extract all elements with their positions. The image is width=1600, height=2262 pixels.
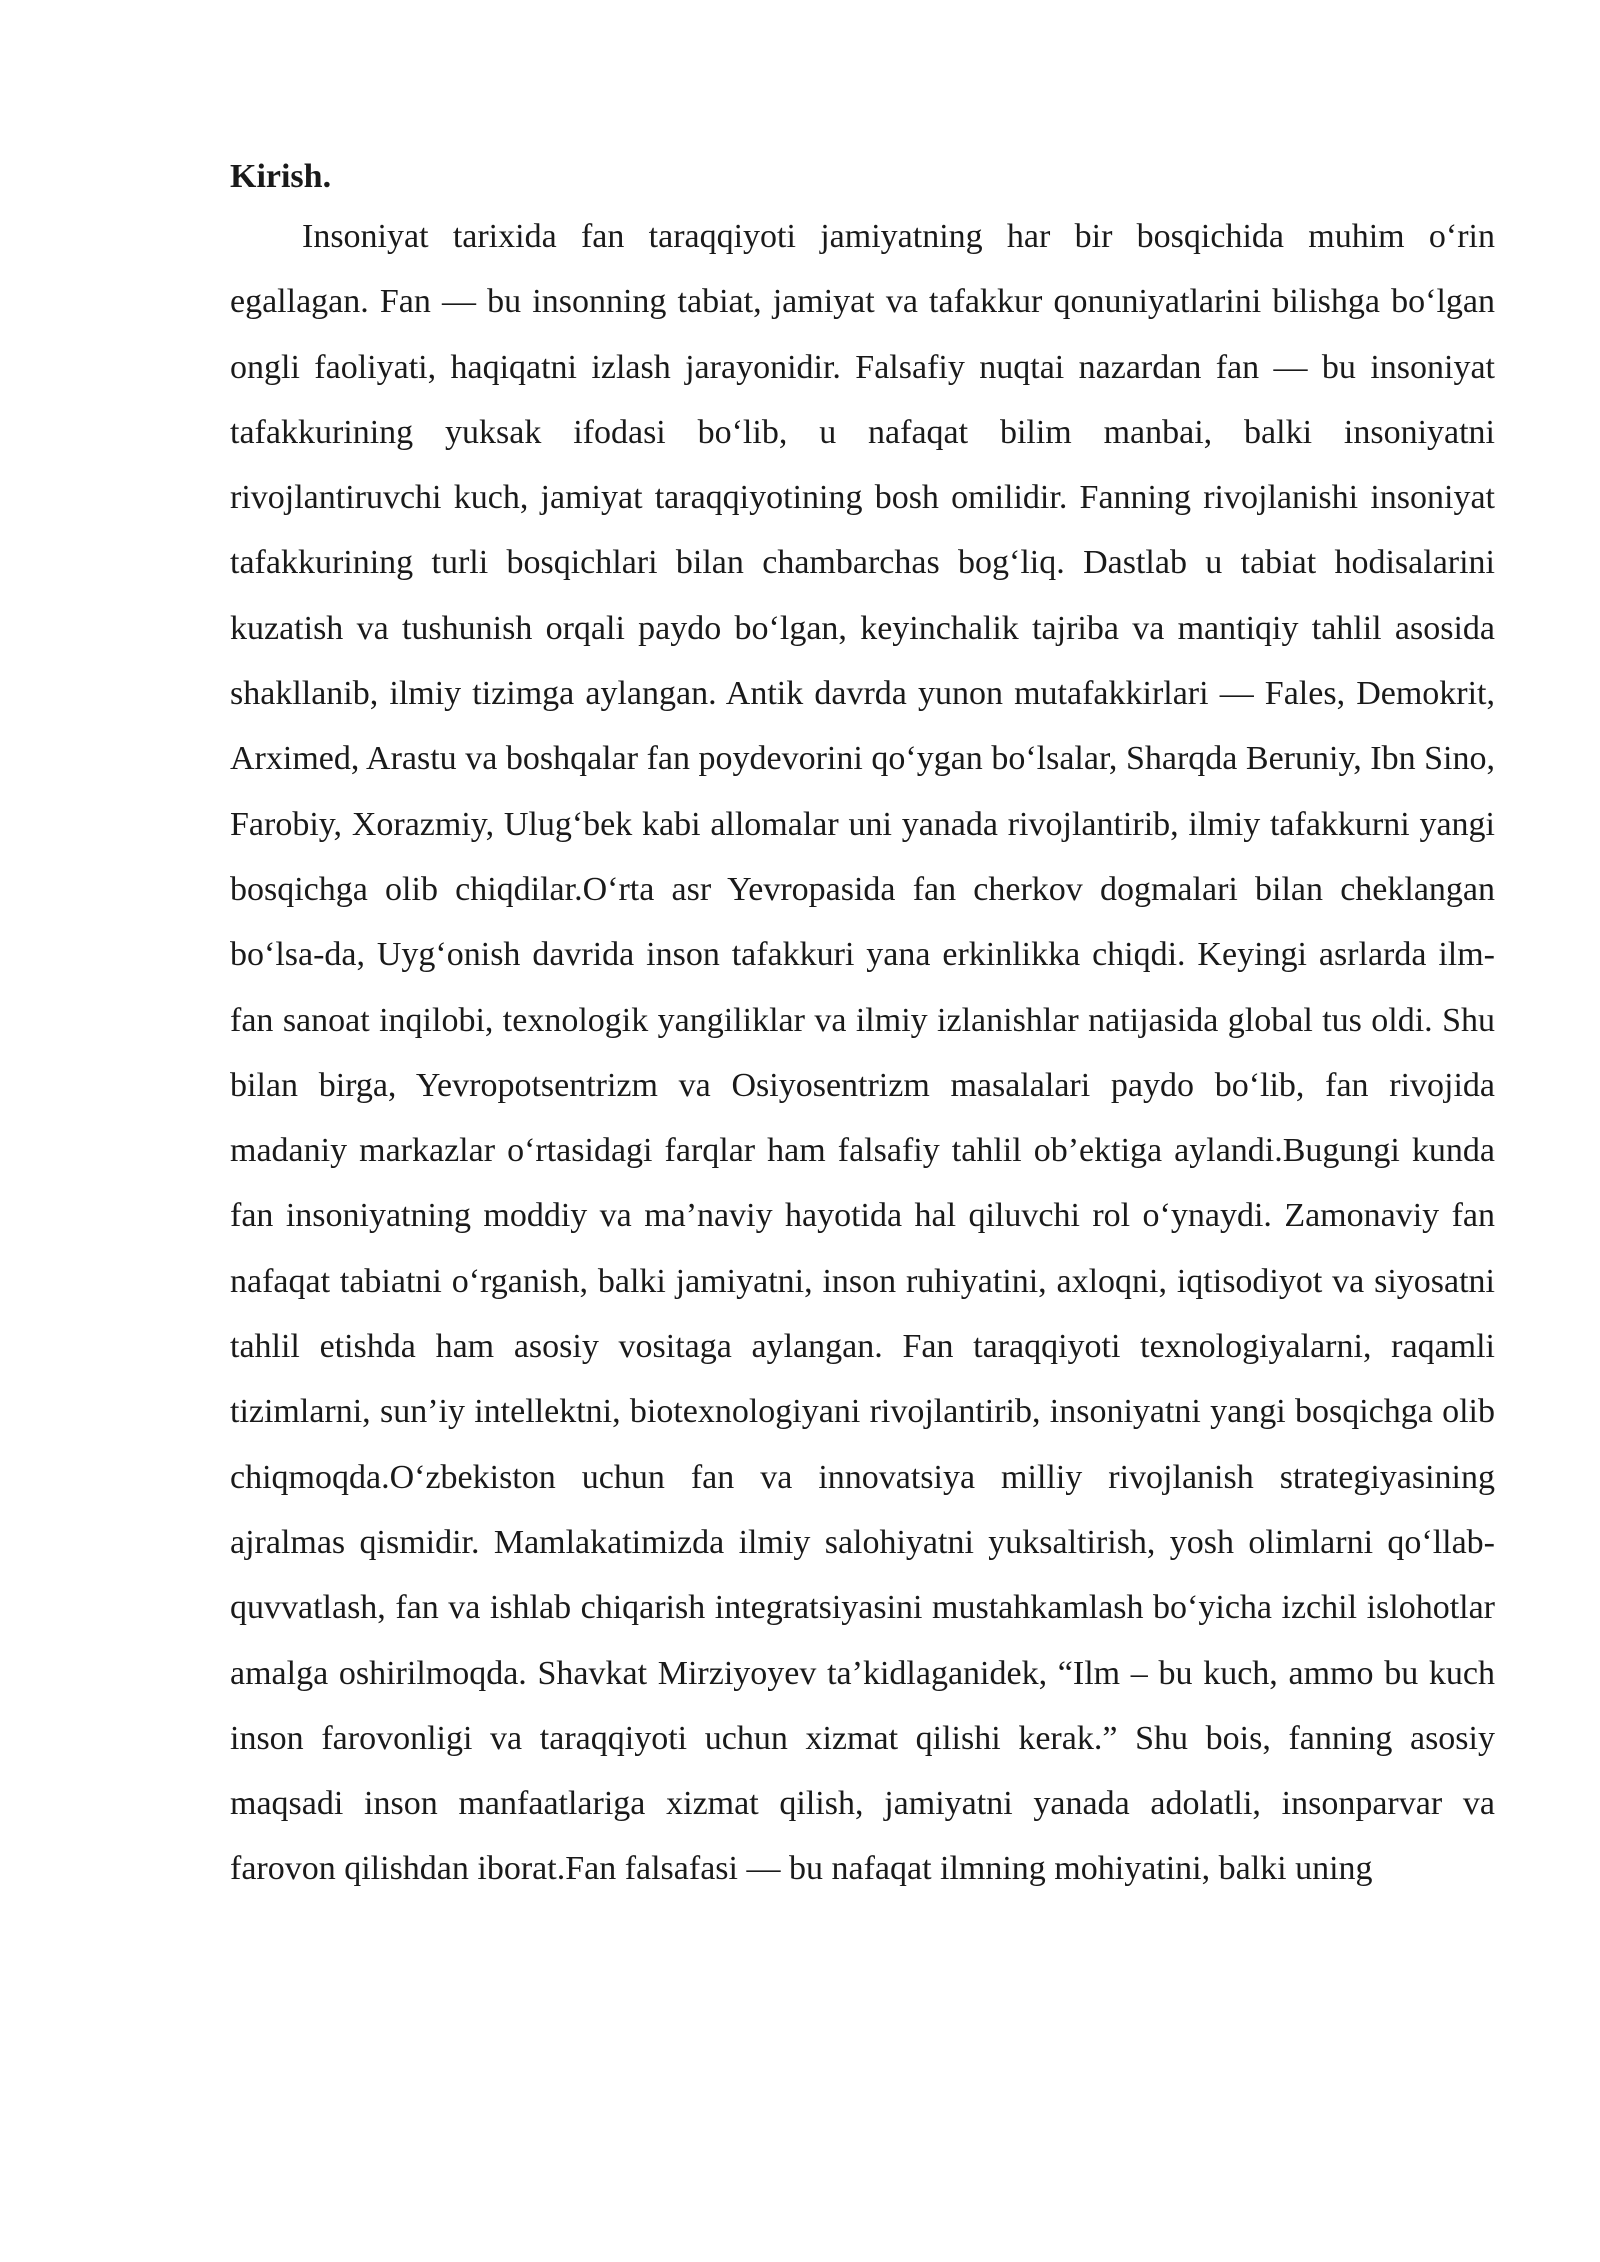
body-paragraph: Insoniyat tarixida fan taraqqiyoti jamiyatning har bir bosqichida muhim o‘rin egallagan. Fan — bu insonning tabiat, jamiyat va tafakkur qonuniyatlarini bilishga bo‘lgan ongli faoliyati, haqiqatni izlash jarayonidir. Falsafiy nuqtai nazardan fan — bu insoniyat tafakkurining yuksak ifodasi bo‘lib, u nafaqat bilim manbai, balki insoniyatni rivojlantiruvchi kuch, jamiyat taraqqiyotining bosh omilidir. Fanning rivojlanishi insoniyat tafakkurining turli bosqichlari bilan chambarchas bog‘liq. Dastlab u tabiat hodisalarini kuzatish va tushunish orqali paydo bo‘lgan, keyinchalik tajriba va mantiqiy tahlil asosida shakllanib, ilmiy tizimga aylangan. Antik davrda yunon mutafakkirlari — Fales, Demokrit, Arximed, Arastu va boshqalar fan poydevorini qo‘ygan bo‘lsalar, Sharqda Beruniy, Ibn Sino, Farobiy, Xorazmiy, Ulug‘bek kabi allomalar uni yanada rivojlantirib, ilmiy tafakkurni yangi bosqichga olib chiqdilar.O‘rta asr Yevropasida fan cherkov dogmalari bilan cheklangan bo‘lsa-da, Uyg‘onish davrida inson tafakkuri yana erkinlikka chiqdi. Keyingi asrlarda ilm-fan sanoat inqilobi, texnologik yangiliklar va ilmiy izlanishlar natijasida global tus oldi. Shu bilan birga, Yevropotsentrizm va Osiyosentrizm masalalari paydo bo‘lib, fan rivojida madaniy markazlar o‘rtasidagi farqlar ham falsafiy tahlil ob’ektiga aylandi.Bugungi kunda fan insoniyatning moddiy va ma’naviy hayotida hal qiluvchi rol o‘ynaydi. Zamonaviy fan nafaqat tabiatni o‘rganish, balki jamiyatni, inson ruhiyatini, axloqni, iqtisodiyot va siyosatni tahlil etishda ham asosiy vositaga aylangan. Fan taraqqiyoti texnologiyalarni, raqamli tizimlarni, sun’iy intellektni, biotexnologiyani rivojlantirib, insoniyatni yangi bosqichga olib chiqmoqda.O‘zbekiston uchun fan va innovatsiya milliy rivojlanish strategiyasining ajralmas qismidir. Mamlakatimizda ilmiy salohiyatni yuksaltirish, yosh olimlarni qo‘llab-quvvatlash, fan va ishlab chiqarish integratsiyasini mustahkamlash bo‘yicha izchil islohotlar amalga oshirilmoqda. Shavkat Mirziyoyev ta’kidlaganidek, “Ilm – bu kuch, ammo bu kuch inson farovonligi va taraqqiyoti uchun xizmat qilishi kerak.” Shu bois, fanning asosiy maqsadi inson manfaatlariga xizmat qilish, jamiyatni yanada adolatli, insonparvar va farovon qilishdan iborat.Fan falsafasi — bu nafaqat ilmning mohiyatini, balki uning <box>230 218 1495 1888</box>
section-heading: Kirish. <box>230 158 332 195</box>
document-body <box>230 150 1495 1902</box>
